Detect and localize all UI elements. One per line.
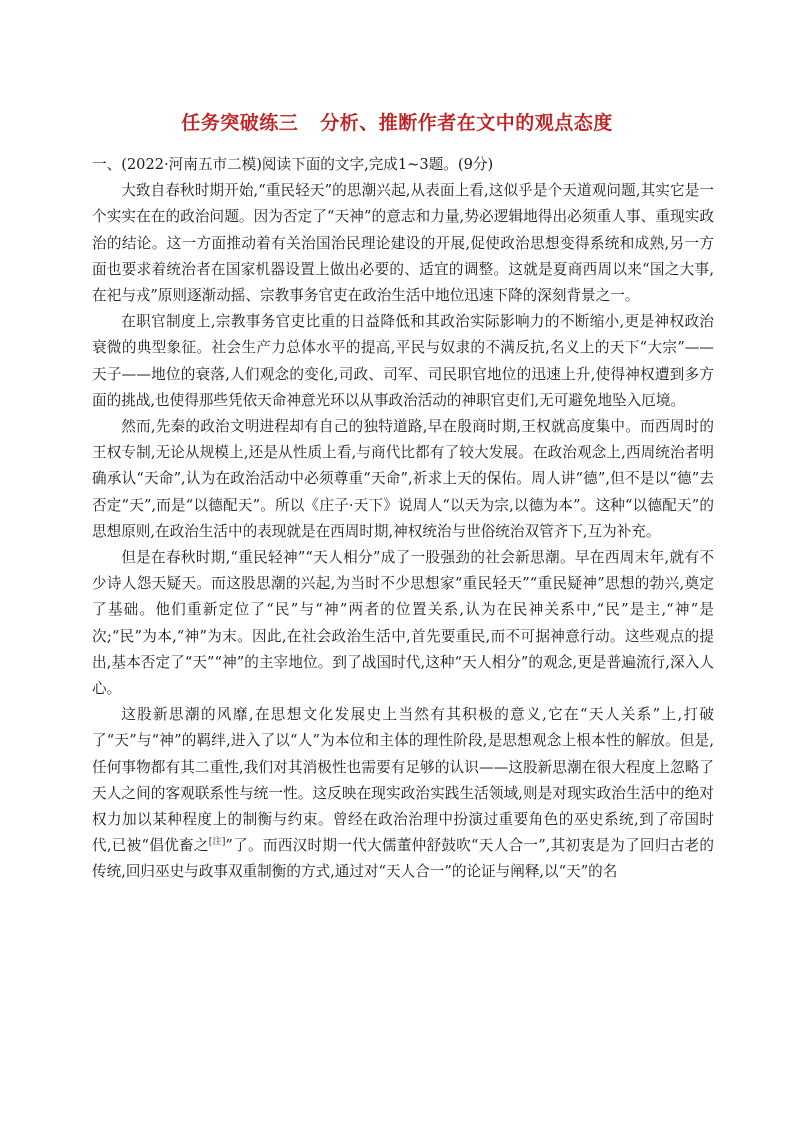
- paragraph-4: 但是在春秋时期,“重民轻神”“天人相分”成了一股强劲的社会新思潮。早在西周末年,就有不少诗人怨天疑天。而这股思潮的兴起,为当时不少思想家“重民轻天”“重民疑神”思想的勃兴,奠定了基础。他们重新定位了“民”与“神”两者的位置关系,认为在民神关系中,“民”是主,“神”是次;“民”为本,“神”为末。因此,在社会政治生活中,首先要重民,而不可据神意行动。这些观点的提出,基本否定了“天”“神”的主宰地位。到了战国时代,这种“天人相分”的观念,更是普遍流行,深入人心。: [92, 549, 714, 698]
- paragraph-3: 然而,先秦的政治文明进程却有自己的独特道路,早在殷商时期,王权就高度集中。而西周时的王权专制,无论从规模上,还是从性质上看,与商代比都有了较大发展。在政治观念上,西周统治者明确承认“天命”,认为在政治活动中必须尊重“天命”,祈求上天的保佑。周人讲“德”,但不是以“德”去否定“天”,而是“以德配天”。所以《庄子·天下》说周人“以天为宗,以德为本”。这种“以德配天”的思想原则,在政治生活中的表现就是在西周时期,神权统治与世俗统治双管齐下,互为补充。: [92, 418, 714, 540]
- title-topic-label: 分析、推断作者在文中的观点态度: [320, 112, 613, 134]
- paragraph-5-part-2: ”了。而西汉时期一代大儒董仲舒鼓吹“天人合一”,其初衷是为了回归古老的传统,回归巫史与政事双重制衡的方式,通过对“天人合一”的论证与阐释,以“天”的名: [92, 837, 714, 881]
- paragraph-5: [92, 702, 714, 885]
- paragraph-2: 在职官制度上,宗教事务官吏比重的日益降低和其政治实际影响力的不断缩小,更是神权政治衰微的典型象征。社会生产力总体水平的提高,平民与奴隶的不满反抗,名义上的天下“大宗”——天子——地位的衰落,人们观念的变化,司政、司军、司民职官地位的迅速上升,使得神权遭到多方面的挑战,也使得那些凭依天命神意光环以从事政治活动的神职官吏们,无可避免地坠入厄境。: [92, 313, 714, 409]
- page-title: [0, 108, 794, 135]
- title-task-label: 任务突破练三: [181, 112, 299, 134]
- question-header: 一、(2022·河南五市二模)阅读下面的文字,完成1~3题。(9分): [92, 156, 494, 173]
- article-body: [92, 152, 714, 886]
- footnote-marker: [注]: [208, 837, 226, 848]
- paragraph-1: 大致自春秋时期开始,“重民轻天”的思潮兴起,从表面上看,这似乎是个天道观问题,其实它是一个实实在在的政治问题。因为否定了“天神”的意志和力量,势必逻辑地得出必须重人事、重现实政治的结论。这一方面推动着有关治国治民理论建设的开展,促使政治思想变得系统和成熟,另一方面也要求着统治者在国家机器设置上做出必要的、适宜的调整。这就是夏商西周以来“国之大事,在祀与戎”原则逐渐动摇、宗教事务官吏在政治生活中地位迅速下降的深刻背景之一。: [92, 182, 714, 305]
- paragraph-5-part-1: 这股新思潮的风靡,在思想文化发展史上当然有其积极的意义,它在“天人关系”上,打破了“天”与“神”的羁绊,进入了以“人”为本位和主体的理性阶段,是思想观念上根本性的解放。但是,任何事物都有其二重性,我们对其消极性也需要有足够的认识——这股新思潮在很大程度上忽略了天人之间的客观联系性与统一性。这反映在现实政治实践生活领域,则是对现实政治生活中的绝对权力加以某种程度上的制衡与约束。曾经在政治治理中扮演过重要角色的巫史系统,到了帝国时代,已被“倡优畜之: [92, 706, 714, 855]
